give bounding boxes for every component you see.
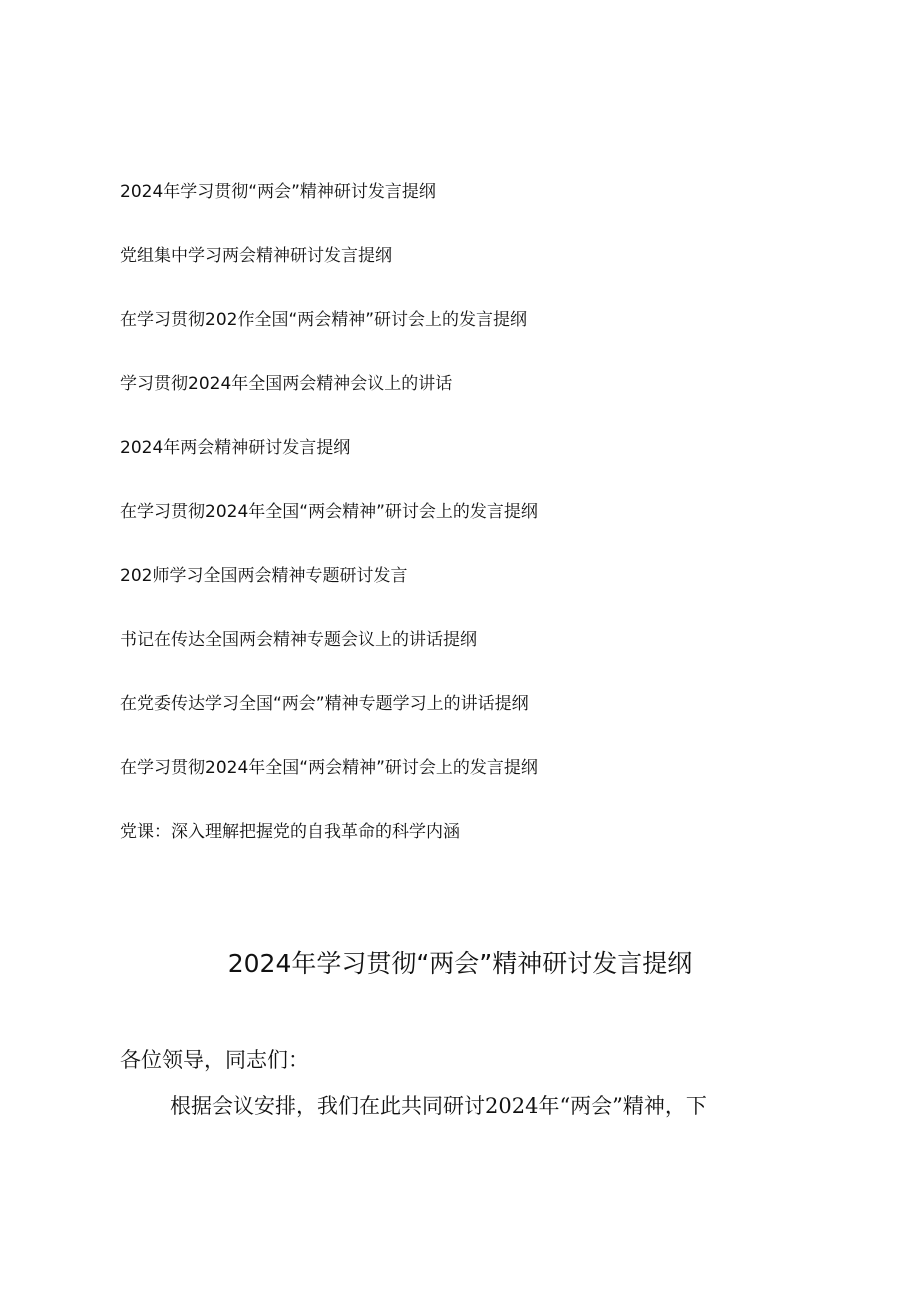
document-title: 2024年学习贯彻“两会”精神研讨发言提纲 <box>227 949 693 978</box>
toc-item-5: 2024年两会精神研讨发言提纲 <box>120 438 351 458</box>
toc-item-4: 学习贯彻2024年全国两会精神会议上的讲话 <box>120 374 453 394</box>
toc-item-11: 党课：深入理解把握党的自我革命的科学内涵 <box>120 822 460 842</box>
body-paragraph: 根据会议安排，我们在此共同研讨2024年“两会”精神，下 <box>170 1094 707 1118</box>
toc-item-8: 书记在传达全国两会精神专题会议上的讲话提纲 <box>120 630 477 650</box>
toc-item-9: 在党委传达学习全国“两会”精神专题学习上的讲话提纲 <box>120 694 529 714</box>
toc-item-6: 在学习贯彻2024年全国“两会精神”研讨会上的发言提纲 <box>120 502 538 522</box>
table-of-contents <box>120 176 820 880</box>
toc-item-3: 在学习贯彻202作全国“两会精神”研讨会上的发言提纲 <box>120 310 528 330</box>
toc-item-7: 202师学习全国两会精神专题研讨发言 <box>120 566 408 586</box>
toc-item-1: 2024年学习贯彻“两会”精神研讨发言提纲 <box>120 182 436 202</box>
toc-item-2: 党组集中学习两会精神研讨发言提纲 <box>120 246 392 266</box>
toc-item-10: 在学习贯彻2024年全国“两会精神”研讨会上的发言提纲 <box>120 758 538 778</box>
salutation: 各位领导，同志们： <box>120 1048 309 1072</box>
